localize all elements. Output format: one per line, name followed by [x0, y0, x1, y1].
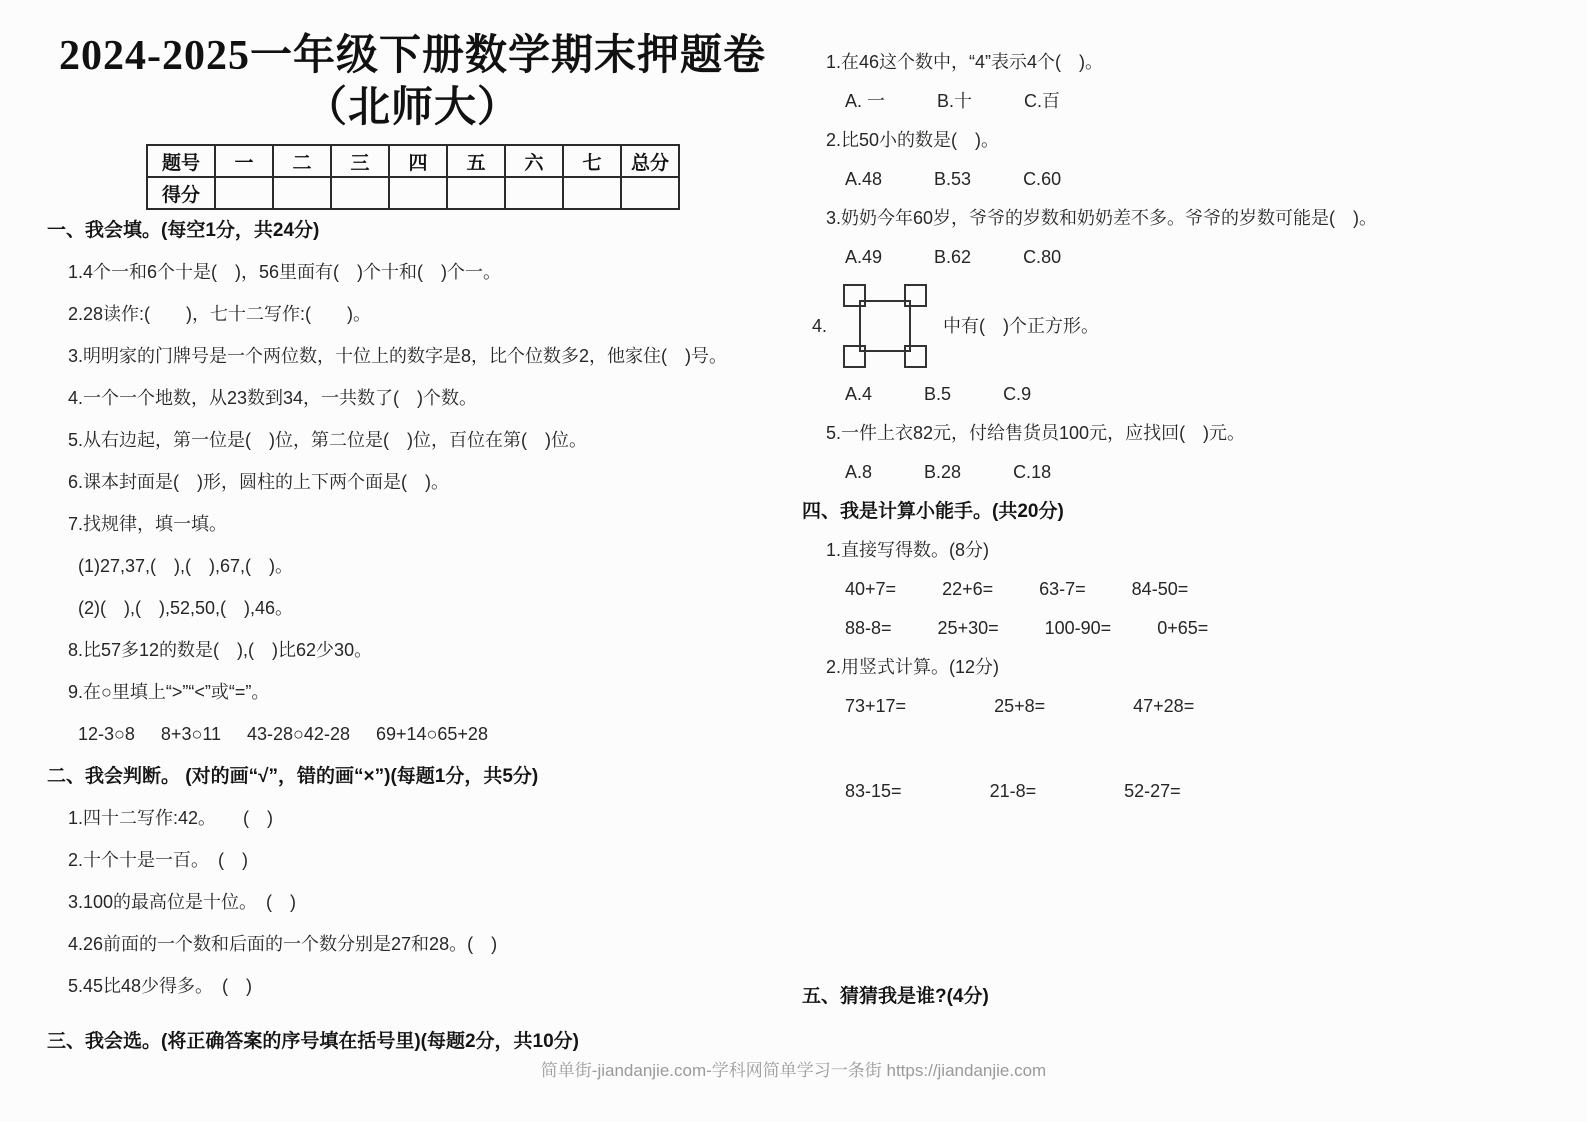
calc-item: 63-7=	[1039, 579, 1086, 599]
section3-q4-text: 中有( )个正方形。	[943, 315, 1100, 336]
left-column	[40, 30, 785, 1071]
compare-item: 8+3○11	[160, 724, 222, 744]
score-table-header-label: 题号	[147, 145, 215, 177]
score-table-header-row	[147, 145, 679, 177]
option: C.9	[1003, 384, 1032, 404]
calc-item: 25+30=	[937, 618, 999, 638]
calc-item: 40+7=	[845, 579, 897, 599]
section3-q4-number: 4.	[812, 315, 828, 336]
score-table-score-label: 得分	[147, 177, 215, 209]
score-table-col: 一	[215, 145, 273, 177]
section1-q5: 5.从右边起，第一位是( )位，第二位是( )位，百位在第( )位。	[68, 430, 587, 450]
page-subtitle: （北师大）	[304, 85, 520, 131]
calc-item: 73+17=	[845, 696, 907, 716]
section3-q1: 1.在46这个数中，“4”表示4个( )。	[826, 52, 1104, 72]
section1-q8: 8.比57多12的数是( ),( )比62少30。	[68, 640, 373, 660]
section3-q4-options	[795, 382, 1570, 407]
section2-q3: 3.100的最高位是十位。 ( )	[68, 892, 297, 912]
calc-item: 0+65=	[1157, 618, 1209, 638]
calc-item: 21-8=	[989, 781, 1037, 801]
score-table	[146, 144, 680, 210]
footer-watermark: 简单街-jiandanjie.com-学科网简单学习一条街 https://jiandanjie.com	[540, 1061, 1047, 1080]
section2-q1: 1.四十二写作:42。 ( )	[68, 808, 274, 828]
right-column	[795, 50, 1570, 1023]
score-table-col: 五	[447, 145, 505, 177]
calc-item: 83-15=	[845, 781, 902, 801]
section2-q2: 2.十个十是一百。 ( )	[68, 850, 248, 870]
section3-q4-row	[795, 284, 1570, 368]
section4-row2	[795, 616, 1570, 641]
calc-item: 84-50=	[1131, 579, 1189, 599]
section4-row3	[795, 694, 1570, 719]
option: B.53	[934, 169, 972, 189]
squares-figure-icon	[843, 284, 927, 368]
option: A.49	[845, 247, 883, 267]
compare-item: 69+14○65+28	[375, 724, 488, 744]
option: A.4	[845, 384, 873, 404]
section4-sub2: 2.用竖式计算。(12分)	[826, 657, 1000, 677]
section4-sub1: 1.直接写得数。(8分)	[826, 540, 990, 560]
section4-heading: 四、我是计算小能手。(共20分)	[802, 501, 1064, 522]
section1-q7-sub1: (1)27,37,( ),( ),67,( )。	[78, 556, 294, 576]
section1-q6: 6.课本封面是( )形，圆柱的上下两个面是( )。	[68, 472, 449, 492]
option: C.60	[1023, 169, 1062, 189]
section5-heading: 五、猜猜我是谁?(4分)	[802, 986, 989, 1007]
option: A.8	[845, 462, 873, 482]
score-cell	[389, 177, 447, 209]
option: B.62	[934, 247, 972, 267]
score-table-col: 二	[273, 145, 331, 177]
section2-q4: 4.26前面的一个数和后面的一个数分别是27和28。( )	[68, 934, 498, 954]
section1-q9: 9.在○里填上“>”“<”或“=”。	[68, 682, 270, 702]
section1-q9-compare-row	[40, 722, 785, 747]
option: B.5	[924, 384, 952, 404]
calc-item: 25+8=	[994, 696, 1046, 716]
calc-item: 100-90=	[1044, 618, 1112, 638]
option: C.18	[1013, 462, 1052, 482]
section1-q7: 7.找规律，填一填。	[68, 514, 228, 534]
score-cell	[621, 177, 679, 209]
section1-heading: 一、我会填。(每空1分，共24分)	[47, 220, 320, 241]
page-title: 2024-2025一年级下册数学期末押题卷	[59, 33, 766, 79]
section3-q3-options	[795, 245, 1570, 270]
score-cell	[215, 177, 273, 209]
calc-item: 22+6=	[942, 579, 994, 599]
score-table-col: 四	[389, 145, 447, 177]
score-cell	[331, 177, 389, 209]
score-cell	[273, 177, 331, 209]
score-cell	[563, 177, 621, 209]
section3-q5: 5.一件上衣82元，付给售货员100元，应找回( )元。	[826, 423, 1246, 443]
section1-q1: 1.4个一和6个十是( )，56里面有( )个十和( )个一。	[68, 262, 502, 282]
option: B.十	[937, 91, 973, 111]
section3-q5-options	[795, 460, 1570, 485]
score-table-col: 七	[563, 145, 621, 177]
section3-q2-options	[795, 167, 1570, 192]
compare-item: 12-3○8	[78, 724, 135, 744]
score-table-col: 三	[331, 145, 389, 177]
section3-q1-options	[795, 89, 1570, 114]
section3-heading: 三、我会选。(将正确答案的序号填在括号里)(每题2分，共10分)	[47, 1031, 580, 1052]
score-table-col-total: 总分	[621, 145, 679, 177]
calc-item: 88-8=	[845, 618, 892, 638]
section3-q2: 2.比50小的数是( )。	[826, 130, 1000, 150]
option: A.48	[845, 169, 883, 189]
section4-row4	[795, 779, 1570, 804]
option: C.百	[1024, 91, 1061, 111]
section2-q5: 5.45比48少得多。 ( )	[68, 976, 253, 996]
option: C.80	[1023, 247, 1062, 267]
score-table-col: 六	[505, 145, 563, 177]
section1-q2: 2.28读作:( )，七十二写作:( )。	[68, 304, 372, 324]
section2-heading: 二、我会判断。 (对的画“√”，错的画“×”)(每题1分，共5分)	[47, 766, 539, 787]
calc-item: 47+28=	[1133, 696, 1195, 716]
option: A. 一	[845, 91, 886, 111]
section4-row1	[795, 577, 1570, 602]
section1-q7-sub2: (2)( ),( ),52,50,( ),46。	[78, 598, 294, 618]
score-table-score-row	[147, 177, 679, 209]
section1-q3: 3.明明家的门牌号是一个两位数，十位上的数字是8，比个位数多2，他家住( )号。	[68, 346, 728, 366]
score-cell	[505, 177, 563, 209]
score-cell	[447, 177, 505, 209]
section1-q4: 4.一个一个地数，从23数到34，一共数了( )个数。	[68, 388, 478, 408]
section3-q3: 3.奶奶今年60岁，爷爷的岁数和奶奶差不多。爷爷的岁数可能是( )。	[826, 208, 1378, 228]
compare-item: 43-28○42-28	[247, 724, 350, 744]
option: B.28	[924, 462, 962, 482]
calc-item: 52-27=	[1124, 781, 1181, 801]
